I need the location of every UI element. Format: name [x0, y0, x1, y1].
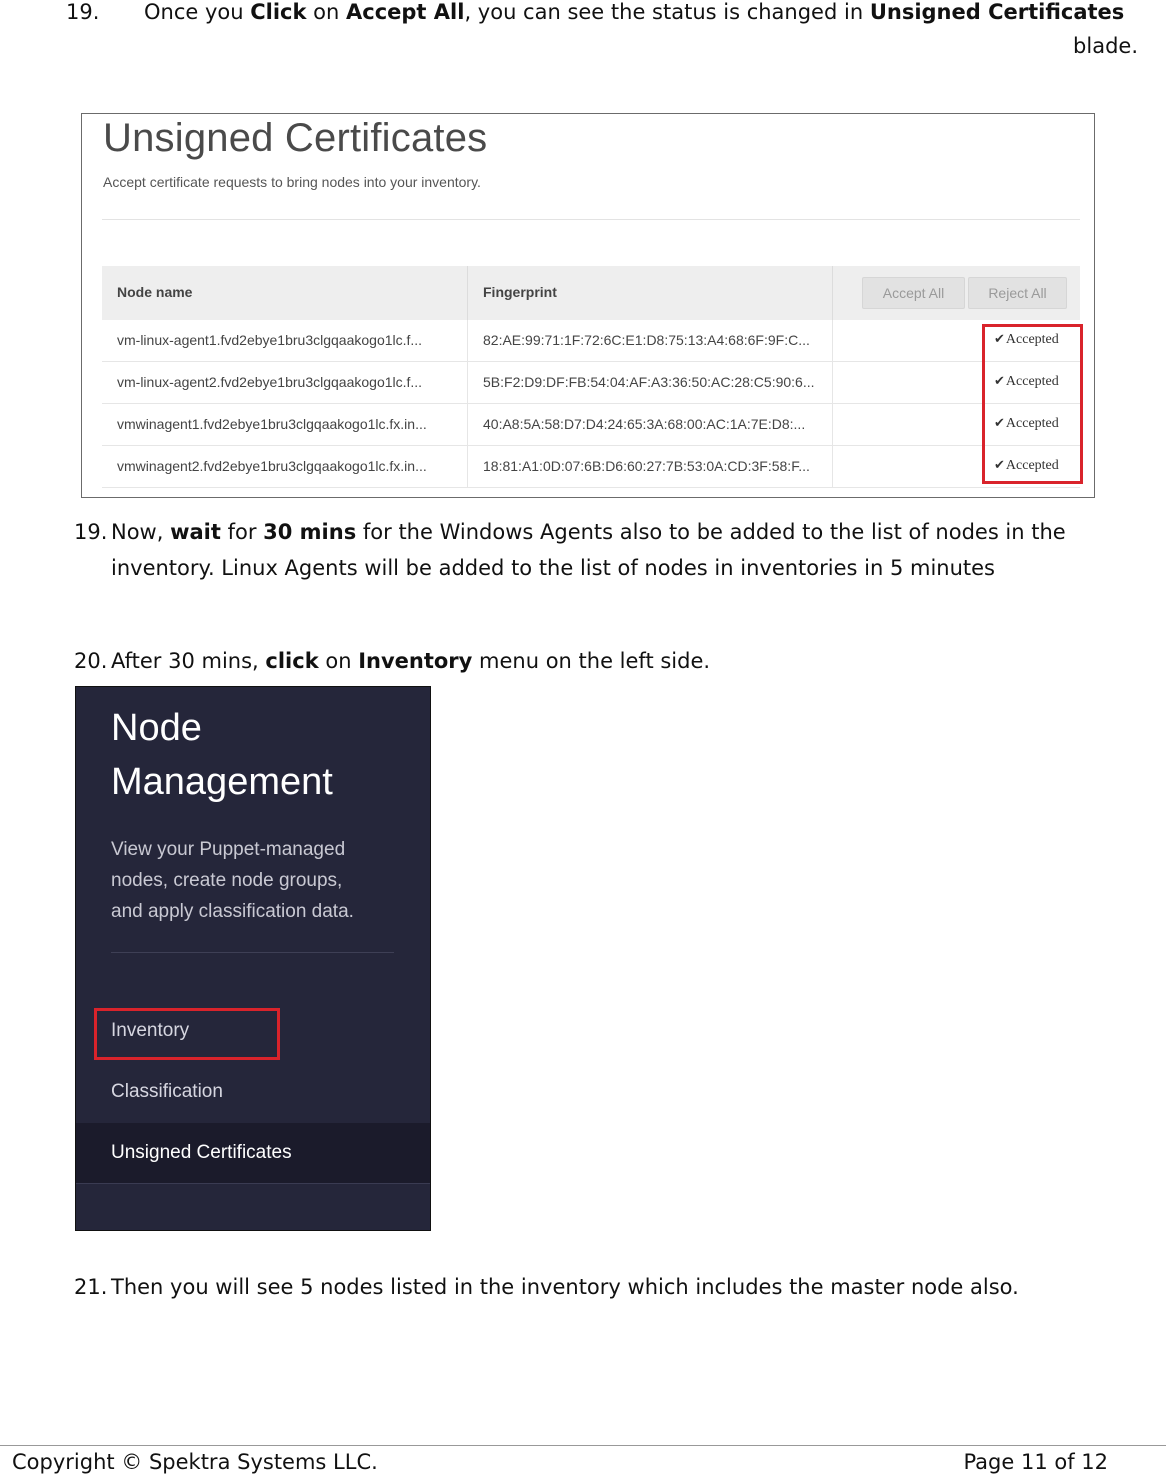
step-19a-t2: on: [306, 0, 346, 24]
nm-desc-line1: View your Puppet-managed: [111, 839, 346, 860]
node-name-cell: vm-linux-agent2.fvd2ebye1bru3clgqaakogo1lc.f...: [117, 374, 423, 390]
status-label: Accepted: [1005, 416, 1059, 431]
check-icon: ✔: [994, 458, 1005, 473]
check-icon: ✔: [994, 374, 1005, 389]
step-19b-t1: Now,: [111, 520, 171, 544]
row-separator: [467, 446, 468, 487]
accepted-highlight-box: [982, 324, 1083, 484]
nm-divider-bottom: [76, 1183, 431, 1184]
step-19b-number: 19.: [74, 520, 108, 544]
inventory-highlight-box: [94, 1008, 280, 1060]
header-separator: [467, 266, 468, 320]
step-19a-b3: Unsigned Certificates: [869, 0, 1125, 24]
step-19a-b2: Accept All: [346, 0, 465, 24]
footer-page-number: Page 11 of 12: [963, 1450, 1108, 1474]
step-20-t1: After 30 mins,: [111, 649, 266, 673]
step-19b-b1: wait: [170, 520, 221, 544]
fingerprint-cell: 18:81:A1:0D:07:6B:D6:60:27:7B:53:0A:CD:3F:58:F...: [483, 458, 810, 474]
node-name-cell: vmwinagent2.fvd2ebye1bru3clgqaakogo1lc.fx.in...: [117, 458, 427, 474]
reject-all-button[interactable]: Reject All: [968, 277, 1067, 309]
node-name-cell: vm-linux-agent1.fvd2ebye1bru3clgqaakogo1lc.f...: [117, 332, 423, 348]
table-row: [102, 320, 1080, 362]
footer-divider: [0, 1445, 1166, 1446]
step-20-number: 20.: [74, 649, 108, 673]
uc-divider: [102, 219, 1080, 220]
nm-desc-line2: nodes, create node groups,: [111, 870, 343, 891]
step-20-b2: Inventory: [358, 649, 473, 673]
row-separator: [467, 320, 468, 361]
node-management-screenshot: [75, 686, 431, 1231]
col-node-name: Node name: [117, 284, 193, 300]
table-row: [102, 404, 1080, 446]
status-label: Accepted: [1005, 332, 1059, 347]
node-name-cell: vmwinagent1.fvd2ebye1bru3clgqaakogo1lc.fx.in...: [117, 416, 427, 432]
nm-title: [111, 701, 333, 809]
uc-title: Unsigned Certificates: [103, 116, 488, 160]
row-separator: [467, 362, 468, 403]
status-label: Accepted: [1005, 458, 1059, 473]
step-19a-number: 19.: [66, 0, 100, 24]
row-separator: [832, 404, 833, 445]
menu-item-unsigned-certificates[interactable]: Unsigned Certificates: [111, 1142, 292, 1163]
row-separator: [832, 362, 833, 403]
nm-divider: [111, 952, 394, 953]
step-19b-b2: 30 mins: [263, 520, 357, 544]
step-19a-t4: blade.: [1073, 34, 1138, 58]
step-21-number: 21.: [74, 1275, 108, 1299]
status-label: Accepted: [1005, 374, 1059, 389]
check-icon: ✔: [994, 332, 1005, 347]
menu-item-inventory[interactable]: Inventory: [111, 1020, 190, 1041]
uc-table: [102, 266, 1080, 488]
step-19b-t2: for: [220, 520, 264, 544]
uc-table-header: [102, 266, 1080, 320]
nm-description: [111, 834, 411, 927]
menu-item-classification[interactable]: Classification: [111, 1081, 223, 1102]
table-row: [102, 446, 1080, 488]
fingerprint-cell: 5B:F2:D9:DF:FB:54:04:AF:A3:36:50:AC:28:C5:90:6...: [483, 374, 815, 390]
nm-title-line2: Management: [111, 761, 333, 803]
row-separator: [832, 446, 833, 487]
step-20-b1: click: [265, 649, 319, 673]
unsigned-certificates-screenshot: [81, 113, 1095, 498]
accept-all-button[interactable]: Accept All: [862, 277, 965, 309]
row-separator: [832, 320, 833, 361]
table-row: [102, 362, 1080, 404]
fingerprint-cell: 40:A8:5A:58:D7:D4:24:65:3A:68:00:AC:1A:7E:D8:...: [483, 416, 806, 432]
check-icon: ✔: [994, 416, 1005, 431]
step-19a-b1: Click: [250, 0, 307, 24]
col-fingerprint: Fingerprint: [483, 284, 557, 300]
step-20-text: [111, 643, 710, 679]
step-19b-line1: [111, 514, 1066, 550]
step-20-t3: menu on the left side.: [472, 649, 711, 673]
step-19a-t3: , you can see the status is changed in: [464, 0, 870, 24]
step-19b-line2: inventory. Linux Agents will be added to the list of nodes in inventories in 5 minutes: [111, 556, 995, 580]
step-21-text: Then you will see 5 nodes listed in the inventory which includes the master node also.: [111, 1275, 1019, 1299]
footer-copyright: Copyright © Spektra Systems LLC.: [12, 1450, 378, 1474]
fingerprint-cell: 82:AE:99:71:1F:72:6C:E1:D8:75:13:A4:68:6F:9F:C...: [483, 332, 810, 348]
row-separator: [467, 404, 468, 445]
uc-subtitle: Accept certificate requests to bring nodes into your inventory.: [103, 174, 481, 190]
nm-title-line1: Node: [111, 707, 202, 749]
step-19b-t3: for the Windows Agents also to be added to the list of nodes in the: [356, 520, 1066, 544]
step-19a-t1: Once you: [144, 0, 251, 24]
nm-desc-line3: and apply classification data.: [111, 901, 354, 922]
step-20-t2: on: [318, 649, 359, 673]
header-separator: [832, 266, 833, 320]
step-19a-text: [144, 0, 1124, 30]
